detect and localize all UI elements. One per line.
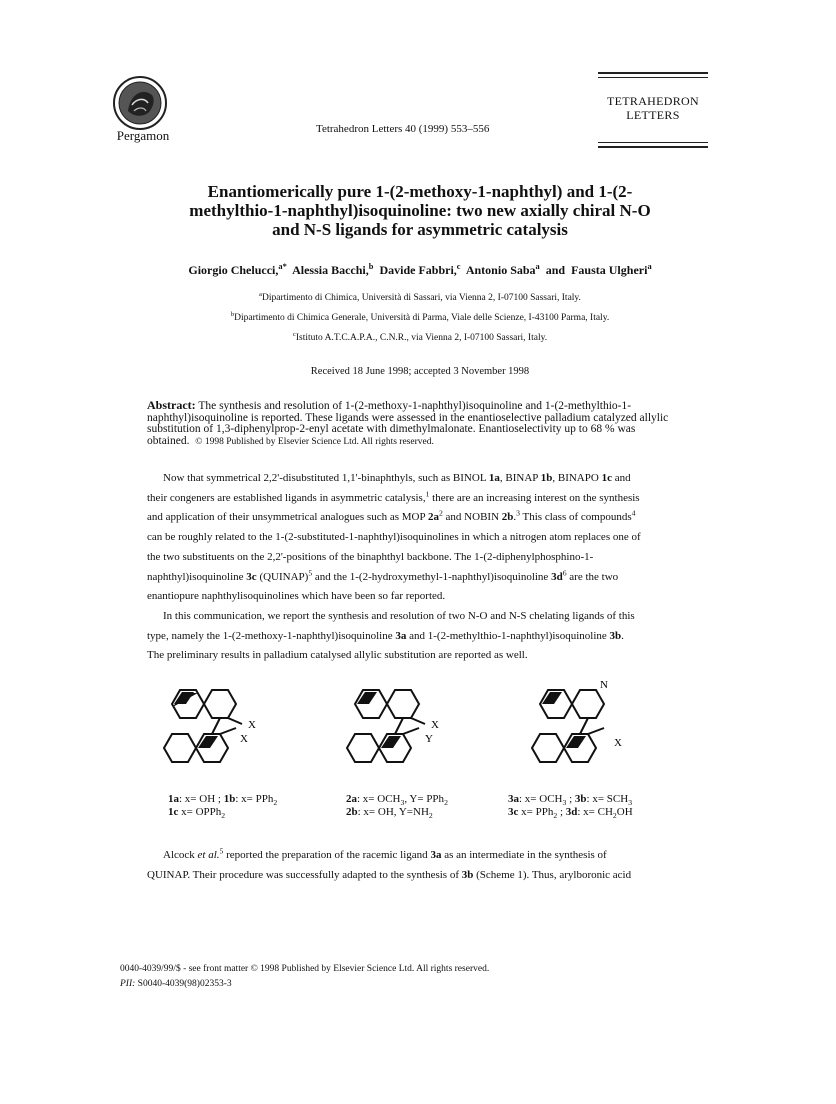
structure-2-bottom-label: Y <box>425 733 433 745</box>
compound-ref: 1c <box>168 806 179 818</box>
abstract-copyright: © 1998 Published by Elsevier Science Ltd. All rights reserved. <box>195 436 434 447</box>
citation: 4 <box>631 508 636 518</box>
compound-ref: 3a <box>508 793 519 805</box>
text-run: Alcock <box>163 849 198 861</box>
compound-ref: 3a <box>430 849 442 861</box>
affiliation-c <box>120 330 720 343</box>
compound-ref: 2b <box>501 511 514 524</box>
subscript: 2 <box>221 811 226 821</box>
text-run: their congeners are established ligands in asymmetric catalysis, <box>147 491 426 504</box>
subscript: 3 <box>400 798 405 808</box>
subscript: 2 <box>612 811 617 821</box>
text-run: ; <box>557 806 566 818</box>
compound-ref: 3c <box>508 806 519 818</box>
author-5: Fausta Ulgheri <box>571 263 648 277</box>
text-run: QUINAP. Their procedure was successfully adapted to the synthesis of <box>147 868 462 881</box>
compound-ref: 1a <box>168 793 179 805</box>
subscript: 3 <box>562 798 567 808</box>
title-line-1: Enantiomerically pure 1-(2-methoxy-1-naphthyl) and 1-(2- <box>207 182 633 201</box>
text-line: In this communication, we report the synthesis and resolution of two N-O and N-S chelating ligands of this <box>163 609 635 622</box>
structure-3-naphthylisoquinoline <box>528 676 678 791</box>
structure-1-binaphthyl <box>160 676 310 791</box>
pii-label: PII: <box>120 979 136 989</box>
text-run: (Scheme 1). Thus, arylboronic acid <box>473 868 632 881</box>
body-continuation <box>147 846 693 885</box>
compound-ref: 2a <box>427 511 439 524</box>
body-intro: Now that symmetrical 2,2'-disubstituted 1,1'-binaphthyls, such as BINOL 1a, BINAP 1b, BINAPO 1c and their congeners are established ligands in asymmetric catalysis,$^1$ there are an increasing interest on the synthesis and application of their unsymmetrical analogues such as MOP $2a^2$ and NOBIN 2b.$^3$ This class of compounds$^4$ can be roughly related to the 1-(2-substituted-1-naphthyl)isoquinolines in which a nitrogen atom replaces one of the two substituents on the 2,2'-positions of the binaphthyl backbone. The 1-(2-diphenylphosphino-1- naphthyl)isoquinoline 3c (QUINAP)$^5$ and the 1-(2-hydroxymethyl-1-naphthyl)isoquinoline $3d^6$ are the two enantiopure naphthylisoquinolines which have been so far reported. In this communication, we report the synthesis and resolution of two N-O and N-S chelating ligands of this type, namely the 1-(2-methoxy-1-naphthyl)isoquinoline 3a and 1-(2-methylthio-1-naphthyl)isoquinoline 3b. The preliminary results in palladium catalysed allylic substitution are reported as well. <box>147 469 693 666</box>
citation: 6 <box>562 567 567 577</box>
text-run: and <box>611 472 631 484</box>
compound-ref: 1a <box>488 472 500 484</box>
affiliation-mark: c <box>292 330 296 338</box>
author-1: Giorgio Chelucci, <box>188 263 279 277</box>
text-run: and 1-(2-methylthio-1-naphthyl)isoquinoline <box>406 629 610 642</box>
text-run: , Y= PPh <box>404 793 445 805</box>
author-1-mark: a* <box>278 262 287 271</box>
abstract-line-1: The synthesis and resolution of 1-(2-methoxy-1-naphthyl)isoquinoline and 1-(2-methylthio-1- <box>198 400 632 412</box>
citation: 1 <box>425 489 430 499</box>
compound-ref: 1b <box>540 472 553 484</box>
author-5-mark: a <box>647 262 652 271</box>
text-run: : x= OCH <box>519 793 563 805</box>
title-line-3: and N-S ligands for asymmetric catalysis <box>272 220 568 239</box>
author-2: Alessia Bacchi, <box>292 263 369 277</box>
citation: 3 <box>516 508 520 518</box>
compound-ref: 3b <box>461 868 474 881</box>
text-run: OH <box>616 806 633 818</box>
abstract-line-2: naphthyl)isoquinoline is reported. These ligands were assessed in the enantioselective palladium catalyzed allylic <box>147 411 669 424</box>
citation: 5 <box>219 846 224 856</box>
text-run: : x= OH ; <box>179 793 224 805</box>
footer-pii <box>120 979 232 989</box>
publisher-logo <box>112 75 168 131</box>
compound-ref: 1b <box>223 793 236 805</box>
text-run: et al. <box>197 849 220 861</box>
text-run: Now that symmetrical 2,2'-disubstituted 1,1'-binaphthyls, such as BINOL <box>163 472 489 484</box>
footer-copyright: 0040-4039/99/$ - see front matter © 1998 Published by Elsevier Science Ltd. All rights reserved. <box>120 964 490 974</box>
author-conjunction: and <box>545 263 566 277</box>
affiliation-text: Dipartimento di Chimica Generale, Università di Parma, Viale delle Scienze, I-43100 Parma, Italy. <box>234 313 610 323</box>
abstract-line-3: substitution of 1,3-diphenylprop-2-enyl acetate with dimethylmalonate. Enantioselectivity up to 68 % was <box>147 423 636 435</box>
subscript: 2 <box>553 811 558 821</box>
text-run: as an intermediate in the synthesis of <box>441 849 607 861</box>
author-3-mark: c <box>456 262 461 271</box>
author-4-mark: a <box>535 262 540 271</box>
structure-2-binaphthyl <box>343 676 493 791</box>
text-line: the two substituents on the 2,2'-positions of the binaphthyl backbone. The 1-(2-diphenylphosphino-1- <box>147 550 594 563</box>
brand-line-2: LETTERS <box>626 108 680 122</box>
brand-line-1: TETRAHEDRON <box>607 94 699 108</box>
text-run: naphthyl)isoquinoline <box>147 570 247 583</box>
affiliation-b <box>120 310 720 323</box>
author-3: Davide Fabbri, <box>379 263 457 277</box>
compound-ref: 2a <box>346 793 357 805</box>
received-dates: Received 18 June 1998; accepted 3 November 1998 <box>310 366 530 377</box>
text-run: are the two <box>566 570 619 583</box>
text-run: : x= PPh <box>235 793 274 805</box>
text-run: : x= CH <box>577 806 613 818</box>
affiliation-text: Dipartimento di Chimica, Università di Sassari, via Vienna 2, I-07100 Sassari, Italy. <box>262 293 581 303</box>
structure-1-top-label: X <box>248 719 256 731</box>
affiliation-mark: a <box>259 290 262 298</box>
compound-ref: 3c <box>246 570 257 583</box>
subscript: 2 <box>273 798 278 808</box>
journal-brand <box>598 72 708 150</box>
caption-group-3 <box>508 793 633 819</box>
compound-ref: 3a <box>395 629 407 642</box>
text-run: type, namely the 1-(2-methoxy-1-naphthyl)isoquinoline <box>147 629 396 642</box>
text-run: there are an increasing interest on the synthesis <box>429 491 640 504</box>
caption-group-1 <box>168 793 277 819</box>
text-run: , BINAP <box>499 472 541 484</box>
structure-2-top-label: X <box>431 719 439 731</box>
compound-ref: 3b <box>609 629 622 642</box>
caption-group-2 <box>346 793 448 819</box>
subscript: 2 <box>428 811 433 821</box>
text-line: enantiopure naphthylisoquinolines which have been so far reported. <box>147 590 446 603</box>
text-run: , BINAPO <box>552 472 602 484</box>
affiliation-a <box>120 290 720 303</box>
text-run: (QUINAP) <box>256 570 309 583</box>
structure-1-bottom-label: X <box>240 733 248 745</box>
abstract-line-4: obtained. <box>147 434 190 447</box>
compound-ref: 3b <box>574 793 587 805</box>
text-run: : x= OH, Y=NH <box>357 806 429 818</box>
text-line: can be roughly related to the 1-(2-substituted-1-naphthyl)isoquinolines in which a nitrogen atom replaces one of <box>147 531 641 544</box>
structure-3-bottom-label: X <box>614 737 622 749</box>
title-line-2: methylthio-1-naphthyl)isoquinoline: two new axially chiral N-O <box>189 201 651 220</box>
subscript: 3 <box>628 798 633 808</box>
text-run: and NOBIN <box>442 511 502 524</box>
journal-reference: Tetrahedron Letters 40 (1999) 553–556 <box>316 123 490 135</box>
pii-value: S0040-4039(98)02353-3 <box>135 979 232 989</box>
text-run: . <box>621 629 624 642</box>
compound-ref: 3d <box>551 570 563 583</box>
affiliation-text: Istituto A.T.C.A.P.A., C.N.R., via Vienna 2, I-07100 Sassari, Italy. <box>295 333 548 343</box>
text-run: ; <box>566 793 575 805</box>
text-run: x= PPh <box>518 806 554 818</box>
text-run: x= OPPh <box>178 806 222 818</box>
publisher-name: Pergamon <box>116 128 170 143</box>
abstract-label: Abstract: <box>147 398 196 412</box>
abstract <box>147 400 692 448</box>
structure-3-top-label: N <box>600 679 608 691</box>
citation: 2 <box>438 508 443 518</box>
affiliation-mark: b <box>230 310 235 318</box>
compound-ref: 3d <box>565 806 578 818</box>
subscript: 2 <box>444 798 448 808</box>
compound-ref: 2b <box>346 806 358 818</box>
author-2-mark: b <box>368 262 374 271</box>
article-title <box>120 182 720 239</box>
citation: 5 <box>308 567 313 577</box>
text-run: : x= SCH <box>586 793 629 805</box>
author-list <box>120 263 720 278</box>
compound-ref: 1c <box>601 472 612 484</box>
text-line: The preliminary results in palladium catalysed allylic substitution are reported as well. <box>147 649 528 662</box>
text-run: and application of their unsymmetrical analogues such as MOP <box>147 511 428 524</box>
author-4: Antonio Saba <box>465 263 536 277</box>
text-run: and the 1-(2-hydroxymethyl-1-naphthyl)isoquinoline <box>312 570 552 583</box>
text-run: reported the preparation of the racemic ligand <box>223 849 431 861</box>
text-run: This class of compounds <box>519 511 632 524</box>
text-run: : x= OCH <box>357 793 401 805</box>
